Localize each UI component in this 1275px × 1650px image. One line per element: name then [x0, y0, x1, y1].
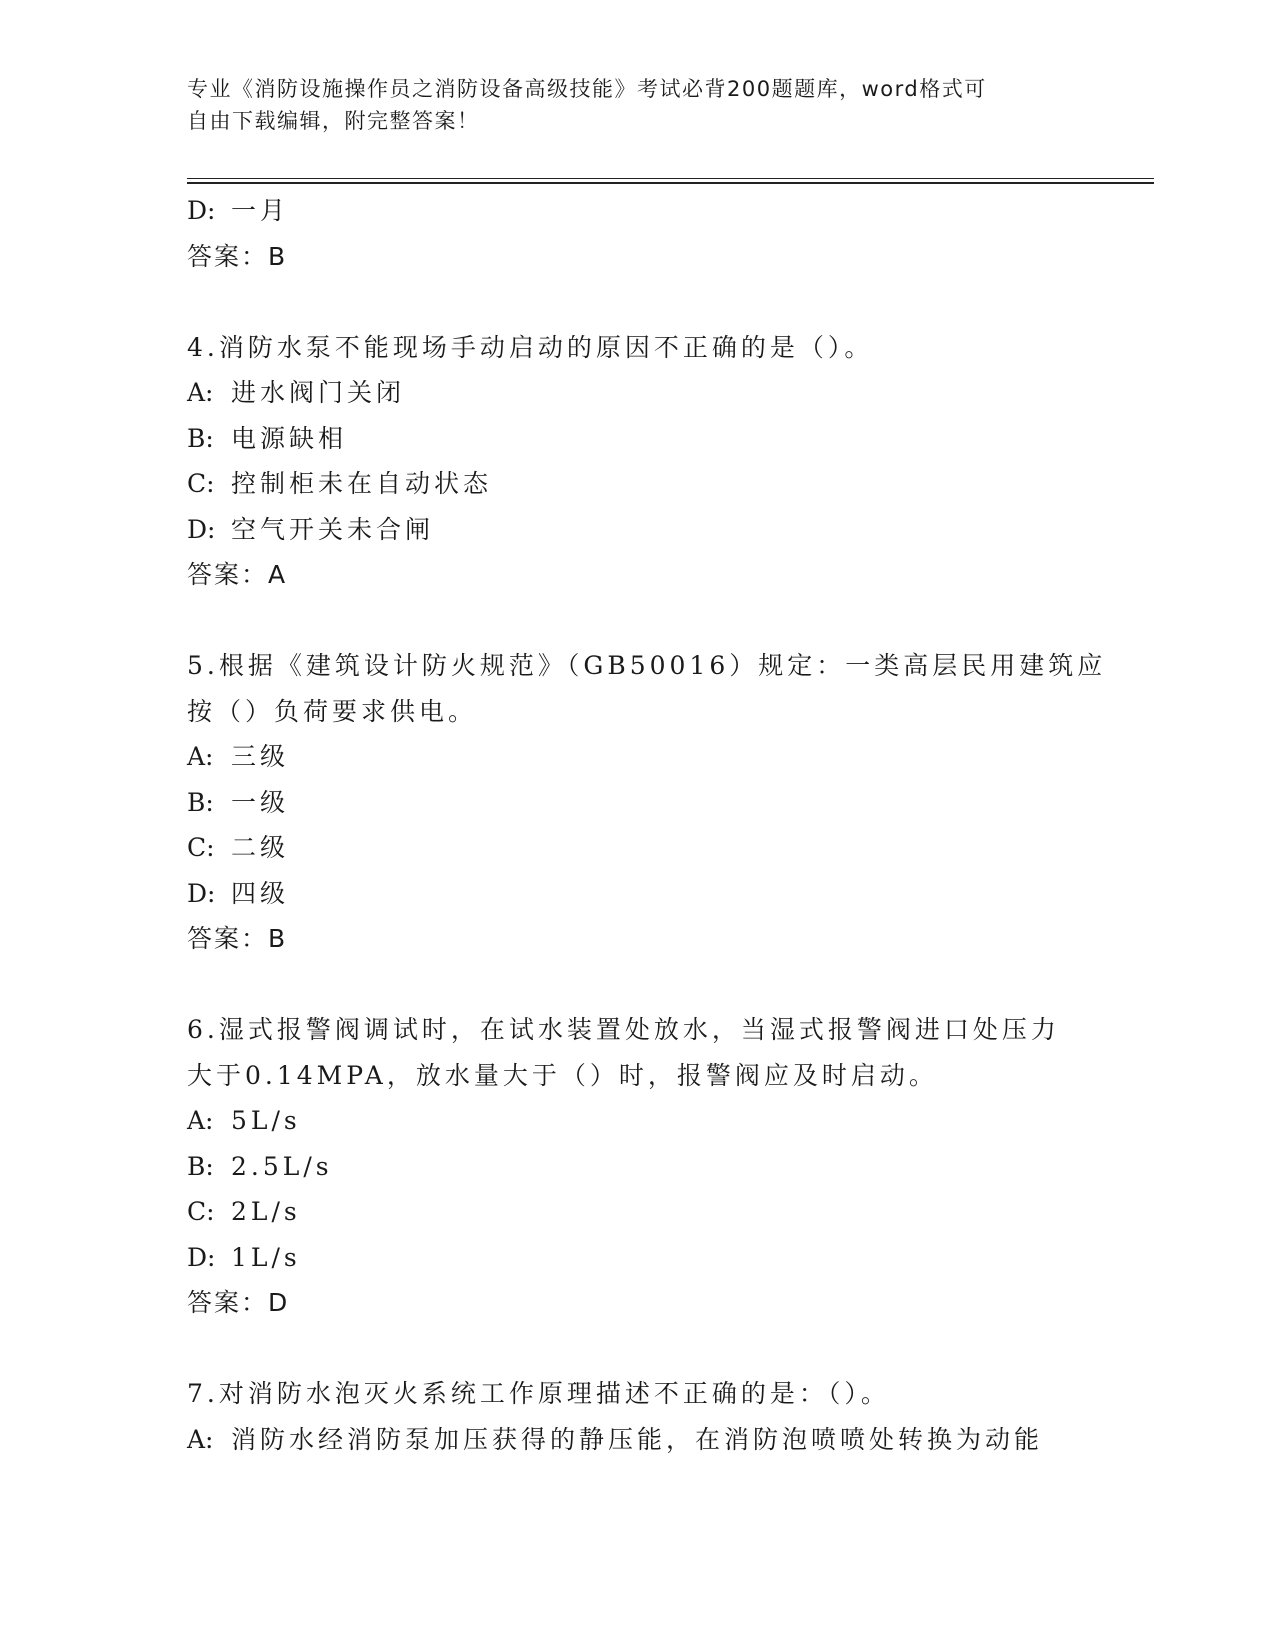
option-text: 1L/s — [231, 1242, 301, 1272]
option-label: A: — [187, 1106, 214, 1135]
option-text: 一月 — [231, 196, 290, 225]
option-label: B: — [187, 423, 214, 453]
option-text: 消防水经消防泵加压获得的静压能，在消防泡喷喷处转换为动能 — [231, 1424, 1044, 1454]
option-d — [187, 1235, 1087, 1281]
spacer — [187, 598, 1087, 644]
option-label: B: — [187, 1151, 214, 1181]
option-label: D: — [187, 514, 216, 544]
option-label: D: — [187, 878, 216, 908]
option-text: 四级 — [231, 878, 290, 908]
question-6 — [187, 1007, 1087, 1326]
answer-line: 答案：B — [187, 924, 288, 953]
header-line-2: 自由下载编辑，附完整答案！ — [187, 109, 480, 133]
option-c — [187, 825, 1087, 871]
option-text: 电源缺相 — [231, 423, 348, 453]
option-c — [187, 461, 1087, 507]
option-label: B: — [187, 787, 214, 817]
spacer — [187, 1326, 1087, 1372]
question-stem: 7.对消防水泡灭火系统工作原理描述不正确的是：（）。 — [187, 1379, 890, 1408]
answer-line: 答案：B — [187, 241, 288, 271]
question-7 — [187, 1371, 1087, 1462]
option-a — [187, 1098, 1087, 1144]
header-line-1: 专业《消防设施操作员之消防设备高级技能》考试必背200题题库，word格式可 — [187, 77, 987, 101]
question-stem: 4.消防水泵不能现场手动启动的原因不正确的是（）。 — [187, 332, 874, 362]
header-divider-thin — [187, 178, 1154, 179]
answer-line: 答案：A — [187, 560, 288, 589]
option-text: 控制柜未在自动状态 — [231, 469, 493, 498]
answer-line: 答案：D — [187, 1288, 290, 1317]
option-label: D: — [187, 1242, 216, 1272]
option-label: C: — [187, 469, 215, 498]
option-label: A: — [187, 1424, 214, 1454]
option-b — [187, 780, 1087, 826]
spacer — [187, 279, 1087, 325]
option-d — [187, 871, 1087, 917]
question-4 — [187, 325, 1087, 598]
option-a — [187, 370, 1087, 416]
option-text: 三级 — [231, 742, 290, 771]
option-label: C: — [187, 833, 215, 862]
option-d — [187, 188, 1087, 234]
option-text: 空气开关未合闸 — [231, 514, 435, 544]
question-stem: 5.根据《建筑设计防火规范》（GB50016）规定：一类高层民用建筑应 — [187, 651, 1107, 680]
option-c — [187, 1189, 1087, 1235]
option-label: C: — [187, 1197, 215, 1226]
option-label: D: — [187, 196, 216, 225]
question-5 — [187, 643, 1107, 962]
option-label: A: — [187, 378, 214, 407]
option-a — [187, 1417, 1087, 1463]
option-text: 进水阀门关闭 — [231, 378, 406, 407]
question-stem-continued: 按（）负荷要求供电。 — [187, 696, 478, 726]
question-list — [187, 188, 1107, 1462]
option-b — [187, 416, 1087, 462]
option-text: 5L/s — [231, 1106, 301, 1135]
option-label: A: — [187, 742, 214, 771]
option-text: 2L/s — [231, 1197, 301, 1226]
option-text: 2.5L/s — [231, 1151, 333, 1181]
option-d — [187, 507, 1087, 553]
option-text: 二级 — [231, 833, 290, 862]
option-text: 一级 — [231, 787, 290, 817]
option-a — [187, 734, 1087, 780]
question-stem: 6.湿式报警阀调试时，在试水装置处放水，当湿式报警阀进口处压力 — [187, 1015, 1060, 1044]
document-header — [187, 73, 1067, 137]
question-stem-continued: 大于0.14MPA，放水量大于（）时，报警阀应及时启动。 — [187, 1060, 938, 1090]
header-divider-thick — [187, 182, 1154, 184]
spacer — [187, 962, 1087, 1008]
option-b — [187, 1144, 1087, 1190]
